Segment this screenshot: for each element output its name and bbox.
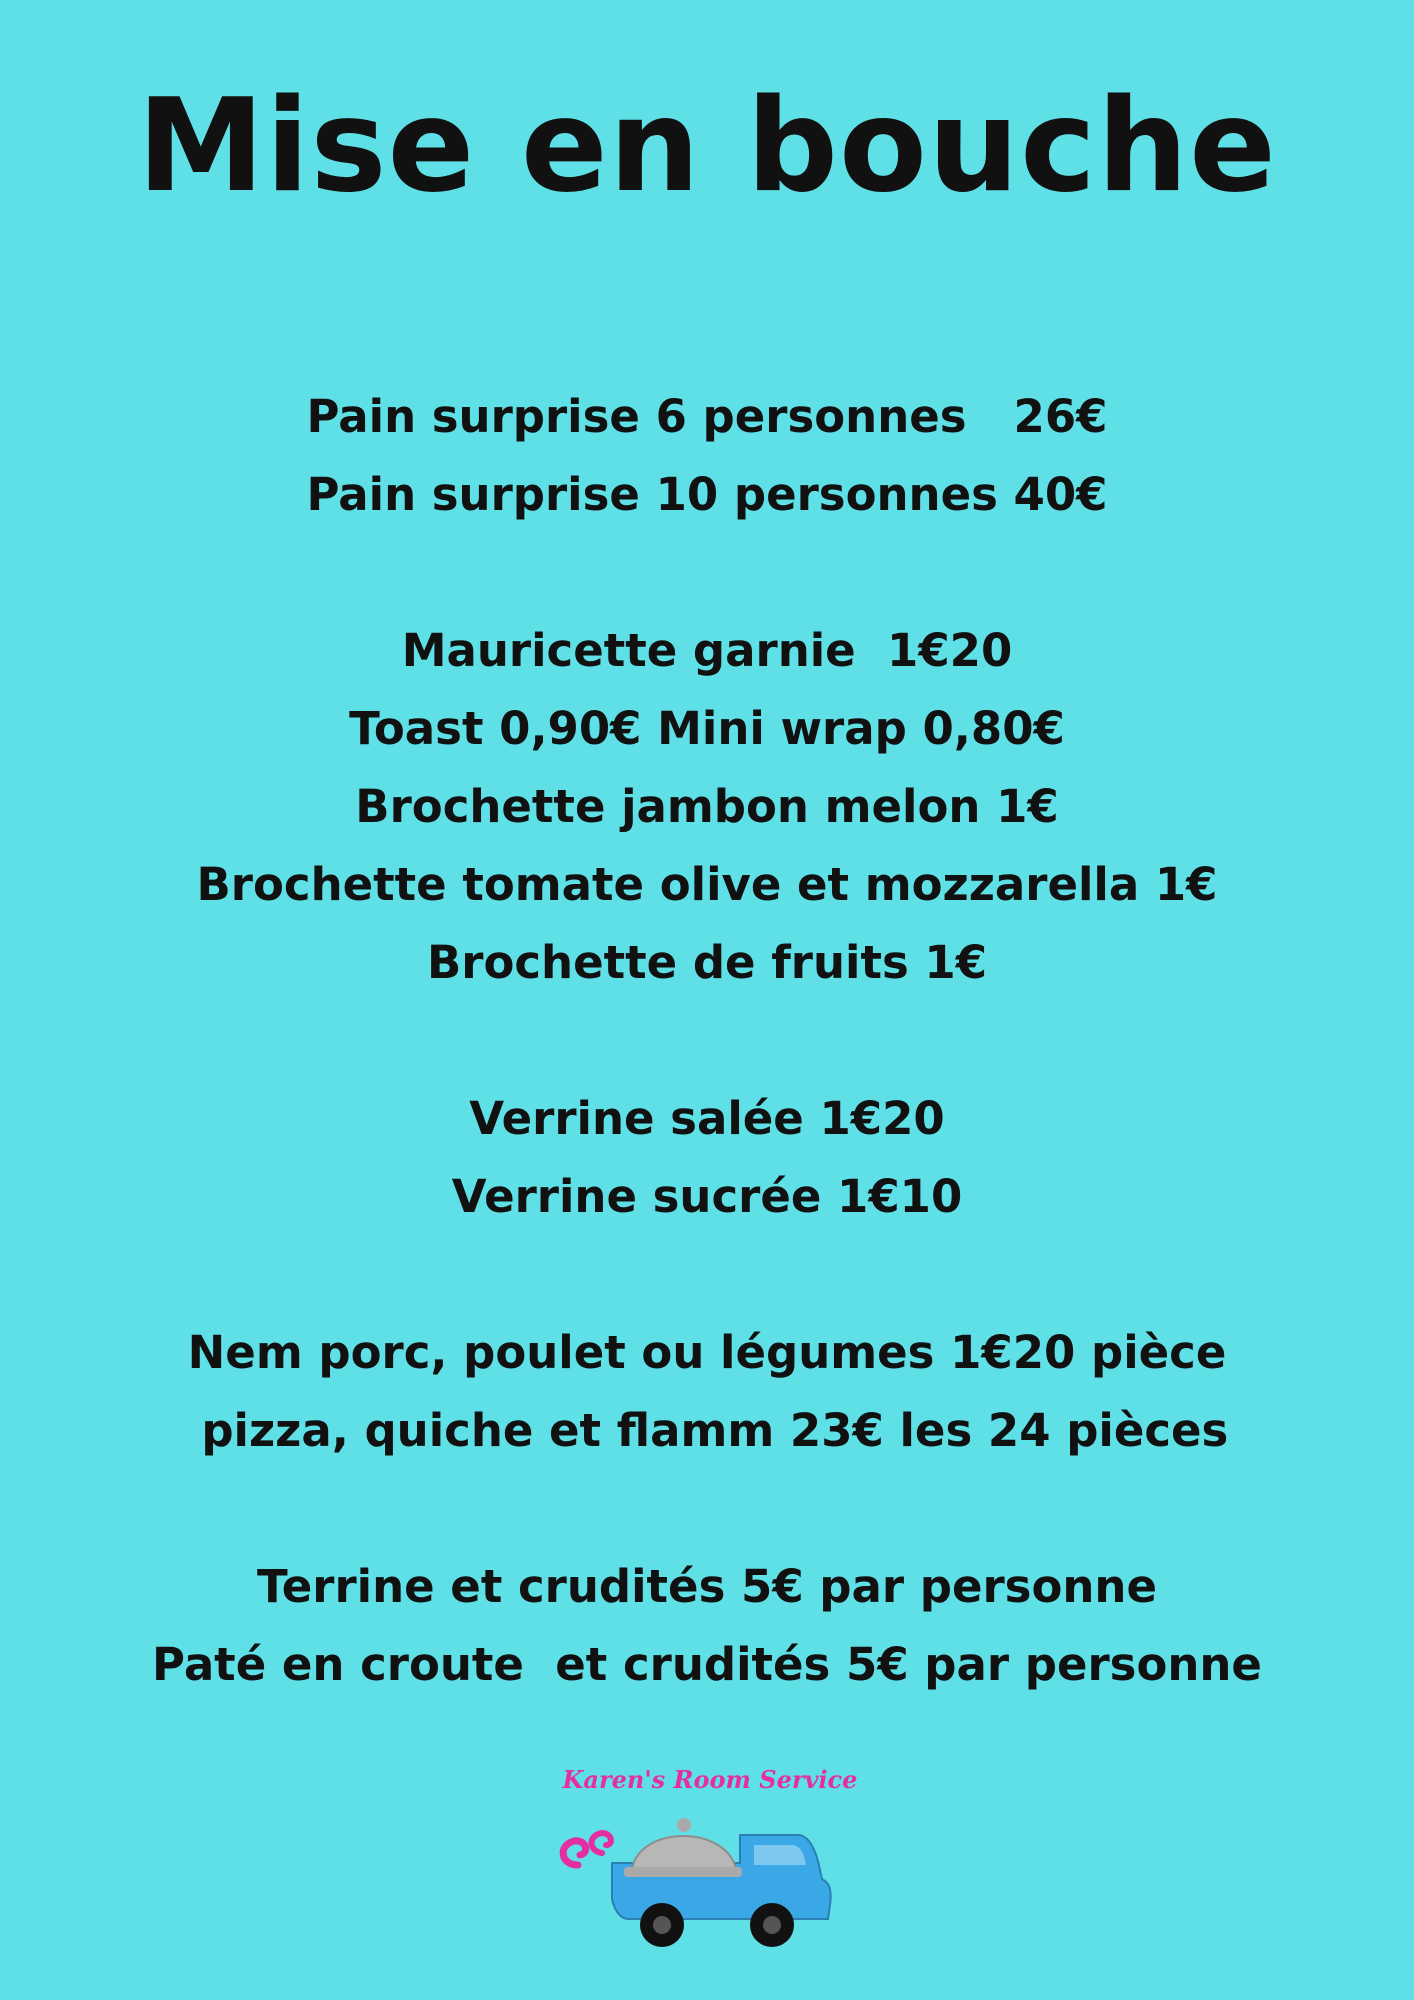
- menu-item: pizza, quiche et flamm 23€ les 24 pièces: [185, 1404, 1229, 1457]
- menu-item: Verrine sucrée 1€10: [451, 1170, 963, 1223]
- menu-item: Nem porc, poulet ou légumes 1€20 pièce: [187, 1326, 1227, 1379]
- brand-logo: [540, 1765, 880, 1965]
- menu-item: Mauricette garnie 1€20: [401, 624, 1013, 677]
- menu-item: Brochette de fruits 1€: [426, 936, 988, 989]
- delivery-van-cloche-icon: [540, 1795, 880, 1955]
- section-divider: [0, 1002, 1414, 1080]
- brand-logo-text: Karen's Room Service: [562, 1765, 858, 1794]
- menu-list: [0, 378, 1414, 1704]
- menu-item: Toast 0,90€ Mini wrap 0,80€: [349, 702, 1065, 755]
- menu-item: Brochette tomate olive et mozzarella 1€: [196, 858, 1218, 911]
- menu-item: Verrine salée 1€20: [469, 1092, 945, 1145]
- section-divider: [0, 1236, 1414, 1314]
- menu-item: Paté en croute et crudités 5€ par personne: [152, 1638, 1262, 1691]
- menu-item: Terrine et crudités 5€ par personne: [257, 1560, 1157, 1613]
- menu-item: Pain surprise 6 personnes 26€: [306, 390, 1108, 443]
- menu-item: Pain surprise 10 personnes 40€: [306, 468, 1108, 521]
- menu-title: Mise en bouche: [137, 72, 1277, 221]
- section-divider: [0, 534, 1414, 612]
- section-divider: [0, 1470, 1414, 1548]
- menu-item: Brochette jambon melon 1€: [355, 780, 1059, 833]
